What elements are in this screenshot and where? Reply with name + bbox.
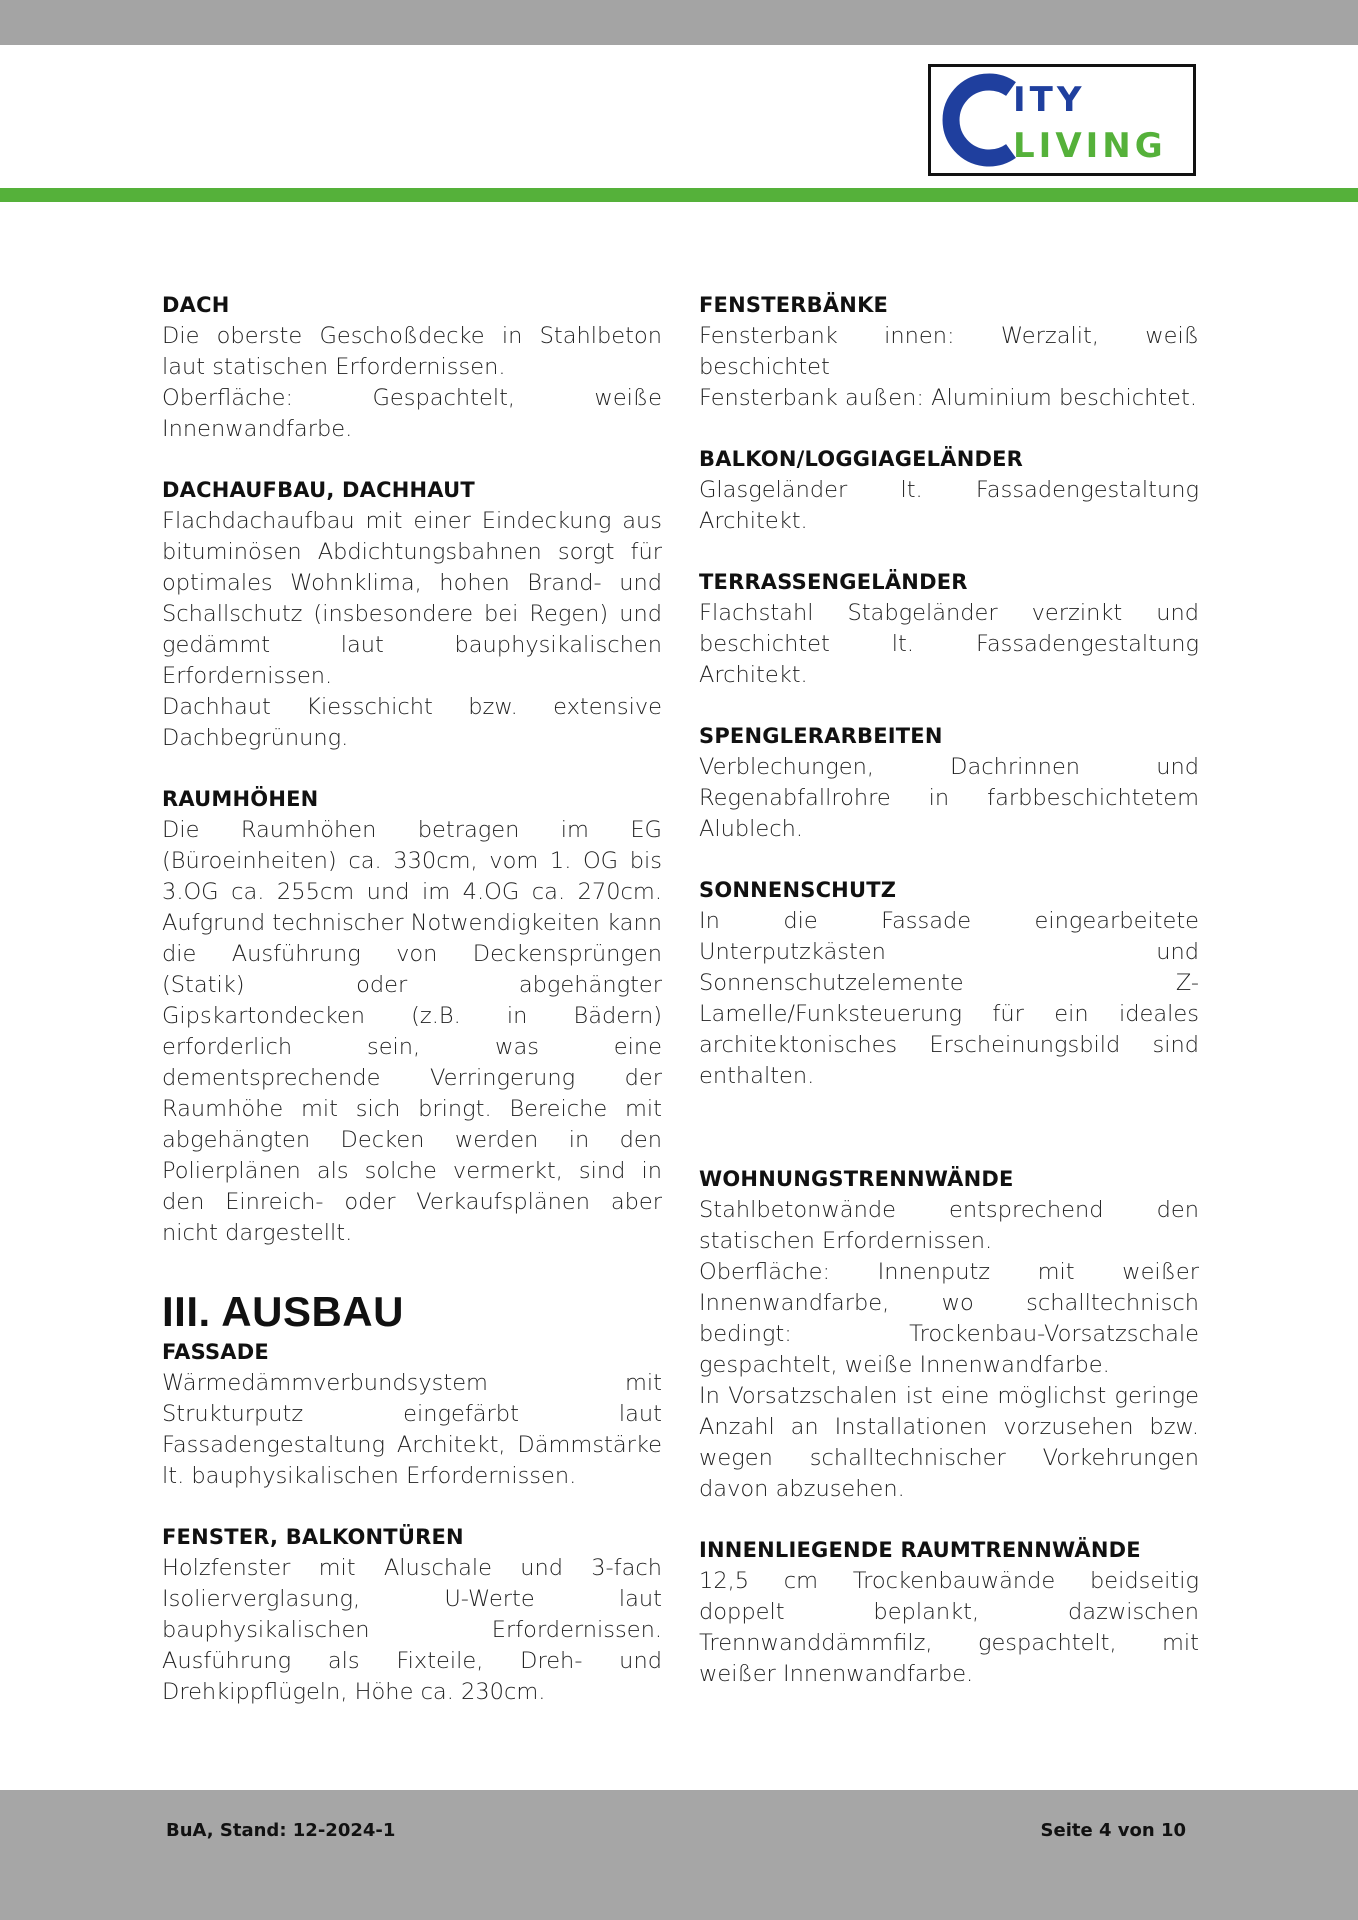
section-fensterbaenke — [699, 290, 1199, 414]
section-text: Flachdachaufbau mit einer Eindeckung aus bituminösen Abdichtungsbahnen sorgt für optimales Wohnklima, hohen Brand- und Schallschutz (insbesondere bei Regen) und gedämmt laut bauphysikalischen Erfordernissen. — [162, 508, 662, 689]
section-title: SPENGLERARBEITEN — [699, 724, 943, 748]
chapter-heading: III. AUSBAU — [162, 1288, 404, 1335]
header-band — [0, 0, 1358, 45]
section-text: Glasgeländer lt. Fassadengestaltung Architekt. — [699, 477, 1199, 534]
section-dachaufbau — [162, 475, 662, 754]
section-fenster — [162, 1522, 662, 1708]
section-text: Verblechungen, Dachrinnen und Regenabfallrohre in farbbeschichtetem Alublech. — [699, 754, 1199, 842]
section-title: INNENLIEGENDE RAUMTRENNWÄNDE — [699, 1538, 1141, 1562]
section-dach — [162, 290, 662, 445]
section-wohnungstrenn — [699, 1164, 1199, 1505]
section-title: FASSADE — [162, 1340, 269, 1364]
section-title: WOHNUNGSTRENNWÄNDE — [699, 1167, 1014, 1191]
logo-c-shape — [951, 82, 1011, 158]
section-title: SONNENSCHUTZ — [699, 878, 897, 902]
section-title: BALKON/LOGGIAGELÄNDER — [699, 447, 1024, 471]
section-text: Flachstahl Stabgeländer verzinkt und beschichtet lt. Fassadengestaltung Architekt. — [699, 600, 1199, 688]
logo-line1: ITY — [1013, 80, 1086, 120]
section-text: Fensterbank innen: Werzalit, weiß beschichtet — [699, 323, 1199, 380]
section-text: Oberfläche: Innenputz mit weißer Innenwandfarbe, wo schalltechnisch bedingt: Trockenbau-Vorsatzschale gespachtelt, weiße Innenwandfarbe. — [699, 1259, 1199, 1378]
section-text: In die Fassade eingearbeitete Unterputzkästen und Sonnenschutzelemente Z-Lamelle/Funksteuerung für ein ideales architektonisches Erscheinungsbild sind enthalten. — [699, 908, 1199, 1089]
section-text: 12,5 cm Trockenbauwände beidseitig doppelt beplankt, dazwischen Trennwanddämmfilz, gespachtelt, mit weißer Innenwandfarbe. — [699, 1568, 1199, 1687]
section-text: Die Raumhöhen betragen im EG (Büroeinheiten) ca. 330cm, vom 1. OG bis 3.OG ca. 255cm und im 4.OG ca. 270cm. Aufgrund technischer Notwendigkeiten kann die Ausführung von Deckensprüngen (Statik) oder abgehängter Gipskartondecken (z.B. in Bädern) erforderlich sein, was eine dementsprechende Verringerung der Raumhöhe mit sich bringt. Bereiche mit abgehängten Decken werden in den Polierplänen als solche vermerkt, sind in den Einreich- oder Verkaufsplänen aber nicht dargestellt. — [162, 817, 662, 1246]
section-text: Stahlbetonwände entsprechend den statischen Erfordernissen. — [699, 1197, 1199, 1254]
section-title: TERRASSENGELÄNDER — [699, 570, 968, 594]
section-innenliegend — [699, 1535, 1199, 1690]
section-text: Holzfenster mit Aluschale und 3-fach Isolierverglasung, U-Werte laut bauphysikalischen Erfordernissen. Ausführung als Fixteile, Dreh- und Drehkippflügeln, Höhe ca. 230cm. — [162, 1555, 662, 1705]
header-rule — [0, 188, 1358, 202]
section-title: DACH — [162, 293, 230, 317]
section-spengler — [699, 721, 1199, 845]
section-balkon — [699, 444, 1199, 537]
section-text: Oberfläche: Gespachtelt, weiße Innenwandfarbe. — [162, 385, 662, 442]
left-column — [162, 290, 662, 1738]
city-living-logo — [928, 64, 1196, 176]
section-text: Wärmedämmverbundsystem mit Strukturputz eingefärbt laut Fassadengestaltung Architekt, Dämmstärke lt. bauphysikalischen Erfordernissen. — [162, 1370, 662, 1489]
logo-line2: LIVING — [1013, 126, 1167, 166]
footer-band — [0, 1790, 1358, 1920]
right-column — [699, 290, 1199, 1720]
section-terrasse — [699, 567, 1199, 691]
section-text: In Vorsatzschalen ist eine möglichst geringe Anzahl an Installationen vorzusehen bzw. wegen schalltechnischer Vorkehrungen davon abzusehen. — [699, 1383, 1199, 1502]
section-text: Fensterbank außen: Aluminium beschichtet. — [699, 385, 1197, 411]
section-text: Die oberste Geschoßdecke in Stahlbeton laut statischen Erfordernissen. — [162, 323, 662, 380]
spacer — [699, 1122, 1199, 1164]
footer-version: BuA, Stand: 12-2024-1 — [166, 1820, 396, 1841]
section-fassade — [162, 1337, 662, 1492]
section-title: RAUMHÖHEN — [162, 787, 319, 811]
section-raumhoehen — [162, 784, 662, 1249]
section-text: Dachhaut Kiesschicht bzw. extensive Dachbegrünung. — [162, 694, 662, 751]
section-title: DACHAUFBAU, DACHHAUT — [162, 478, 475, 502]
section-sonnenschutz — [699, 875, 1199, 1092]
section-title: FENSTER, BALKONTÜREN — [162, 1525, 464, 1549]
footer-page-number: Seite 4 von 10 — [1040, 1820, 1186, 1841]
section-title: FENSTERBÄNKE — [699, 293, 889, 317]
logo-mark — [931, 67, 1193, 173]
